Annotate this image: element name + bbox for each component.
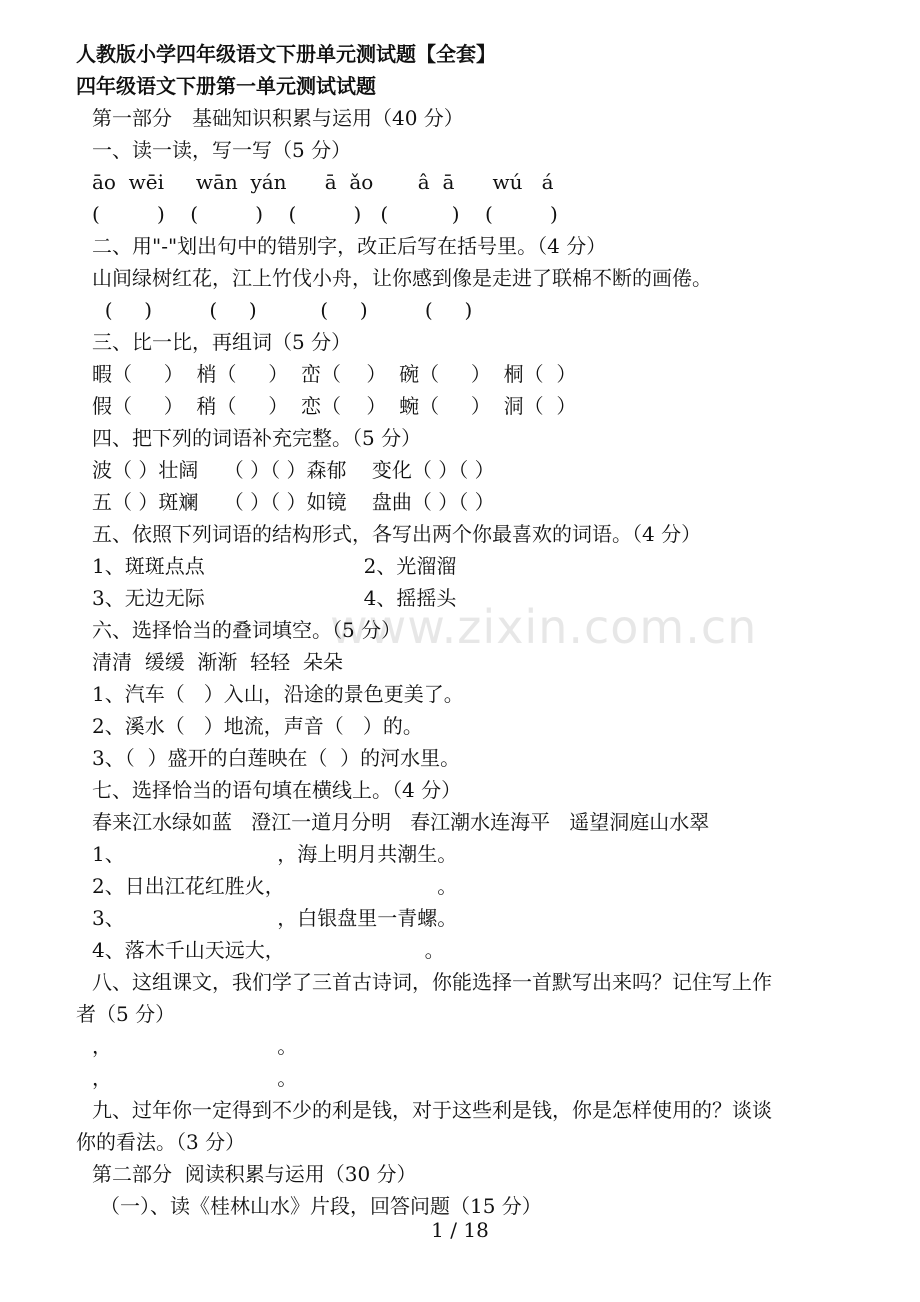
q7-options: 春来江水绿如蓝 澄江一道月分明 春江潮水连海平 遥望洞庭山水翠 (92, 810, 710, 834)
q7-item-4: 4、落木千山天远大， 。 (92, 938, 445, 962)
q8-answer-line-1: ， 。 (92, 1034, 298, 1058)
q6-word-bank: 清清 缓缓 渐渐 轻轻 朵朵 (92, 650, 343, 674)
q5-heading: 五、依照下列词语的结构形式，各写出两个你最喜欢的词语。（4 分） (92, 522, 702, 546)
q3-row-2: 假（ ） 稍（ ） 恋（ ） 蜿（ ） 洞（ ） (92, 394, 577, 418)
q7-item-2: 2、日出江花红胜火， 。 (92, 874, 458, 898)
q9-heading: 九、过年你一定得到不少的利是钱，对于这些利是钱，你是怎样使用的？谈谈 (92, 1098, 772, 1122)
reading-section-heading: （一）、读《桂林山水》片段，回答问题（15 分） (100, 1194, 542, 1218)
q8-answer-line-2: ， 。 (92, 1066, 298, 1090)
q1-heading: 一、读一读，写一写（5 分） (92, 138, 352, 162)
q7-item-1: 1、 ，海上明月共潮生。 (92, 842, 458, 866)
q3-row-1: 暇（ ） 梢（ ） 峦（ ） 碗（ ） 桐（ ） (92, 362, 577, 386)
q8-heading-cont: 者（5 分） (76, 1002, 176, 1026)
q4-row-1: 波（ ）壮阔 （ ）（ ）森郁 变化（ ）（ ） (92, 458, 495, 482)
page-number: 1 / 18 (431, 1218, 489, 1242)
q7-item-3: 3、 ，白银盘里一青螺。 (92, 906, 458, 930)
q6-heading: 六、选择恰当的叠词填空。（5 分） (92, 618, 402, 642)
q5-row-1: 1、斑斑点点 2、光溜溜 (92, 554, 457, 578)
q6-item-1: 1、汽车（ ）入山，沿途的景色更美了。 (92, 682, 464, 706)
q4-row-2: 五（ ）斑斓 （ ）（ ）如镜 盘曲（ ）（ ） (92, 490, 495, 514)
q9-heading-cont: 你的看法。（3 分） (76, 1130, 246, 1154)
q3-heading: 三、比一比，再组词（5 分） (92, 330, 352, 354)
q1-blanks: ( ) ( ) ( ) ( ) ( ) (92, 202, 558, 226)
doc-title: 人教版小学四年级语文下册单元测试题【全套】 (76, 42, 496, 66)
q2-blanks: ( ) ( ) ( ) ( ) (92, 298, 473, 322)
watermark: www.zixin.com.cn (330, 600, 758, 654)
unit-title: 四年级语文下册第一单元测试试题 (76, 74, 376, 98)
part-one-heading: 第一部分 基础知识积累与运用（40 分） (92, 106, 464, 130)
q2-sentence: 山间绿树红花，江上竹伐小舟，让你感到像是走进了联棉不断的画倦。 (92, 266, 712, 290)
q1-pinyin: āo wēi wān yán ā ǎo â ā wú á (92, 170, 554, 194)
q6-item-3: 3、（ ）盛开的白莲映在（ ）的河水里。 (92, 746, 461, 770)
part-two-heading: 第二部分 阅读积累与运用（30 分） (92, 1162, 417, 1186)
q2-heading: 二、用"-"划出句中的错别字，改正后写在括号里。（4 分） (92, 234, 607, 258)
q6-item-2: 2、溪水（ ）地流，声音（ ）的。 (92, 714, 423, 738)
q8-heading: 八、这组课文，我们学了三首古诗词，你能选择一首默写出来吗？记住写上作 (92, 970, 772, 994)
q4-heading: 四、把下列的词语补充完整。（5 分） (92, 426, 422, 450)
q5-row-2: 3、无边无际 4、摇摇头 (92, 586, 457, 610)
q7-heading: 七、选择恰当的语句填在横线上。（4 分） (92, 778, 462, 802)
